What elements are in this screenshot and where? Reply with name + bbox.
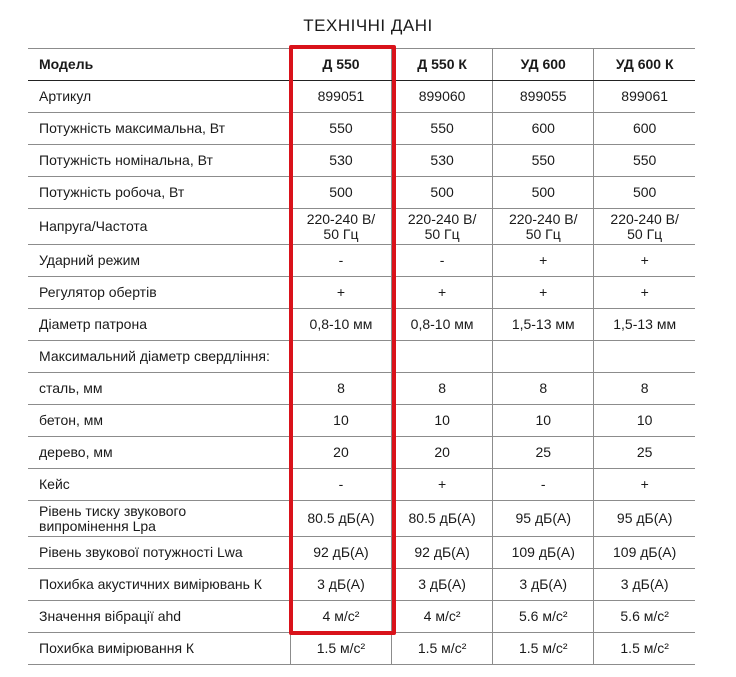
row-value: - [290,469,391,501]
row-value: 10 [290,405,391,437]
row-value: 10 [594,405,695,437]
row-value: 3 дБ(А) [290,569,391,601]
row-value [392,341,493,373]
table-row [28,245,695,277]
row-label: Потужність робоча, Вт [28,177,290,209]
row-value [594,341,695,373]
row-value: 95 дБ(А) [493,501,594,537]
row-label: дерево, мм [28,437,290,469]
row-value: + [594,469,695,501]
row-value: - [392,245,493,277]
header-model-d550: Д 550 [290,49,391,81]
table-row [28,113,695,145]
row-value: 1.5 м/с² [594,633,695,665]
row-value: 5.6 м/с² [493,601,594,633]
row-value: - [493,469,594,501]
row-value: 500 [493,177,594,209]
table-row [28,177,695,209]
row-value: 899055 [493,81,594,113]
row-value: + [290,277,391,309]
row-value: 500 [594,177,695,209]
row-value: 25 [594,437,695,469]
row-value: 8 [392,373,493,405]
row-value: 530 [392,145,493,177]
row-value: + [392,277,493,309]
table-row [28,537,695,569]
table-row [28,469,695,501]
row-label: Значення вібрації ahd [28,601,290,633]
row-value: 80.5 дБ(А) [392,501,493,537]
row-value [290,341,391,373]
row-value: 899051 [290,81,391,113]
table-row [28,309,695,341]
row-value: - [290,245,391,277]
table-row [28,277,695,309]
row-value: 80.5 дБ(А) [290,501,391,537]
table-row [28,437,695,469]
header-row [28,49,695,81]
row-value: 1,5-13 мм [493,309,594,341]
row-value: 899061 [594,81,695,113]
row-value: 550 [493,145,594,177]
table-row [28,145,695,177]
row-value: 4 м/с² [392,601,493,633]
row-value: 550 [594,145,695,177]
page-title: ТЕХНІЧНІ ДАНІ [303,16,433,35]
table-row [28,633,695,665]
row-value: 1.5 м/с² [493,633,594,665]
row-value: + [392,469,493,501]
row-value: 600 [493,113,594,145]
row-value: 3 дБ(А) [392,569,493,601]
table-row [28,373,695,405]
row-value: 220-240 В/ 50 Гц [493,209,594,245]
row-label: Похибка акустичних вимірювань К [28,569,290,601]
row-label: Діаметр патрона [28,309,290,341]
row-label: Рівень тиску звукового випромінення Lpa [28,501,290,537]
row-value: 0,8-10 мм [392,309,493,341]
row-value: + [493,277,594,309]
row-value: 25 [493,437,594,469]
row-value: 109 дБ(А) [594,537,695,569]
row-value: 8 [493,373,594,405]
table-row [28,569,695,601]
row-label: Потужність номінальна, Вт [28,145,290,177]
specs-table [28,48,695,665]
row-value: 3 дБ(А) [493,569,594,601]
row-value: 5.6 м/с² [594,601,695,633]
row-value: 530 [290,145,391,177]
row-value: 10 [392,405,493,437]
row-label: Кейс [28,469,290,501]
row-value: 95 дБ(А) [594,501,695,537]
row-label: Ударний режим [28,245,290,277]
row-label: Рівень звукової потужності Lwa [28,537,290,569]
row-label: Потужність максимальна, Вт [28,113,290,145]
row-value [493,341,594,373]
row-label: Напруга/Частота [28,209,290,245]
header-model-ud600: УД 600 [493,49,594,81]
row-value: 109 дБ(А) [493,537,594,569]
header-model-d550k: Д 550 К [392,49,493,81]
table-row [28,601,695,633]
row-value: 4 м/с² [290,601,391,633]
table-row [28,341,695,373]
row-value: 550 [392,113,493,145]
table-row [28,405,695,437]
row-value: 20 [290,437,391,469]
row-label: Максимальний діаметр свердління: [28,341,290,373]
row-value: 600 [594,113,695,145]
row-value: 899060 [392,81,493,113]
row-value: 220-240 В/ 50 Гц [290,209,391,245]
row-value: 550 [290,113,391,145]
row-value: 500 [392,177,493,209]
row-value: 92 дБ(А) [290,537,391,569]
row-value: + [594,277,695,309]
row-label: бетон, мм [28,405,290,437]
row-value: 1,5-13 мм [594,309,695,341]
row-value: + [594,245,695,277]
row-label: Регулятор обертів [28,277,290,309]
row-value: 8 [290,373,391,405]
table-row [28,501,695,537]
header-model-ud600k: УД 600 К [594,49,695,81]
row-value: 0,8-10 мм [290,309,391,341]
table-row [28,209,695,245]
row-value: 92 дБ(А) [392,537,493,569]
row-value: + [493,245,594,277]
row-value: 220-240 В/ 50 Гц [392,209,493,245]
row-label: Похибка вимірювання К [28,633,290,665]
row-value: 1.5 м/с² [392,633,493,665]
row-value: 8 [594,373,695,405]
row-label: сталь, мм [28,373,290,405]
row-value: 10 [493,405,594,437]
table-row [28,81,695,113]
row-label: Артикул [28,81,290,113]
row-value: 20 [392,437,493,469]
row-value: 500 [290,177,391,209]
row-value: 220-240 В/ 50 Гц [594,209,695,245]
row-value: 3 дБ(А) [594,569,695,601]
header-param: Модель [28,49,290,81]
row-value: 1.5 м/с² [290,633,391,665]
